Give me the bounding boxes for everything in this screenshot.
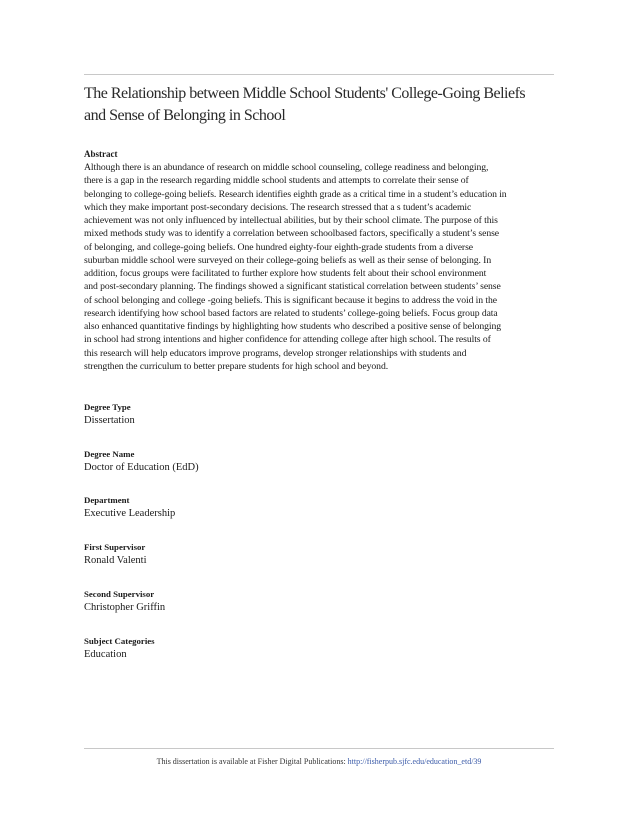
- abstract-line: belonging to college-going beliefs. Research identifies eighth grade as a critical time in a student’s education in: [84, 188, 507, 200]
- abstract-section: [84, 148, 556, 373]
- abstract-line: in school had strong intentions and higher confidence for attending college after high school. The results of: [84, 334, 491, 346]
- field-label: Degree Name: [84, 449, 135, 459]
- field-value: Ronald Valenti: [84, 555, 147, 566]
- abstract-line: which they make important post-secondary decisions. The research stressed that a s tudent’s academic: [84, 201, 472, 213]
- field-value: Doctor of Education (EdD): [84, 462, 199, 473]
- degree-name-field: [84, 449, 484, 475]
- abstract-line: also enhanced quantitative findings by highlighting how students who described a positive sense of belonging: [84, 321, 501, 332]
- second-supervisor-field: [84, 589, 484, 615]
- field-label: First Supervisor: [84, 542, 146, 552]
- field-value: Executive Leadership: [84, 508, 176, 519]
- bottom-divider: [84, 748, 554, 749]
- abstract-line: and post-secondary planning. The findings showed a significant statistical correlation between students’ sense: [84, 281, 501, 293]
- degree-type-field: [84, 402, 484, 428]
- field-label: Degree Type: [84, 402, 131, 412]
- abstract-line: addition, focus groups were facilitated to further explore how students felt about their school environment: [84, 268, 487, 279]
- field-label: Department: [84, 495, 130, 505]
- footer-text: This dissertation is available at Fisher Digital Publications:: [156, 757, 348, 766]
- field-label: Second Supervisor: [84, 589, 155, 599]
- title-line: and Sense of Belonging in School: [84, 107, 286, 124]
- department-field: [84, 495, 484, 521]
- field-value: Education: [84, 649, 127, 660]
- field-value: Christopher Griffin: [84, 602, 166, 613]
- abstract-heading: Abstract: [84, 149, 118, 159]
- abstract-line: of belonging, and college-going beliefs. One hundred eighty-four eighth-grade students from a diverse: [84, 241, 473, 253]
- document-title: [84, 83, 564, 127]
- abstract-line: Although there is an abundance of research on middle school counseling, college readiness and belonging,: [84, 162, 489, 173]
- field-value: Dissertation: [84, 415, 135, 426]
- footer-link[interactable]: http://fisherpub.sjfc.edu/education_etd/39: [347, 757, 482, 766]
- abstract-line: mixed methods study was to identify a correlation between schoolbased factors, specifically a student’s sense: [84, 228, 499, 240]
- abstract-line: of school belonging and college -going beliefs. This is significant because it begins to address the void in the: [84, 294, 497, 306]
- abstract-line: this research will help educators improve programs, develop stronger relationships with students and: [84, 347, 467, 359]
- subject-categories-field: [84, 636, 484, 662]
- abstract-line: strengthen the curriculum to better prepare students for high school and beyond.: [84, 360, 389, 372]
- abstract-line: research identifying how school based factors are related to students’ college-going beliefs. Focus group data: [84, 307, 498, 319]
- title-line: The Relationship between Middle School Students' College-Going Beliefs: [84, 85, 526, 102]
- abstract-line: suburban middle school were surveyed on their college-going beliefs as well as their sense of belonging. In: [84, 254, 492, 266]
- availability-footer: [0, 756, 638, 768]
- abstract-line: achievement was not only influenced by intellectual abilities, but by their school climate. The purpose of this: [84, 215, 498, 226]
- abstract-line: there is a gap in the research regarding middle school students and attempts to correlate their sense of: [84, 175, 469, 187]
- field-label: Subject Categories: [84, 636, 155, 646]
- top-divider: [84, 74, 554, 75]
- first-supervisor-field: [84, 542, 484, 568]
